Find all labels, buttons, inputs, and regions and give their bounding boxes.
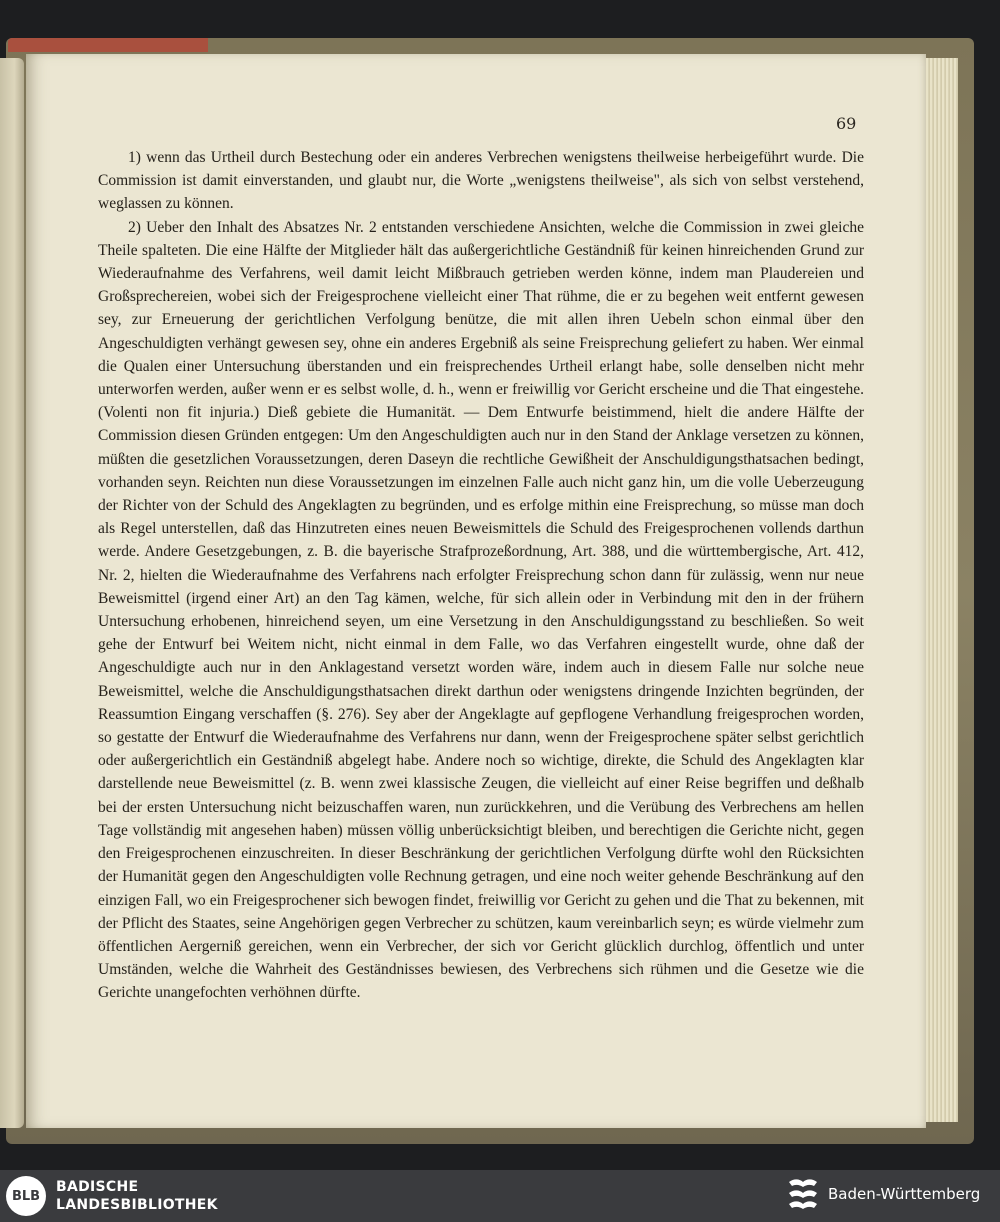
blb-name-line-2: LANDESBIBLIOTHEK [56,1197,218,1213]
paragraph-text: 1) wenn das Urtheil durch Bestechung oder ein anderes Verbrechen wenigstens theilweise herbeigeführt wurde. Die Commission ist damit einverstanden, und glaubt nur, die Worte „wenigstens theilweise", als sich von selbst verstehend, weglassen zu können. [98,149,864,213]
paragraph-2 [98,216,864,1005]
page-text [98,146,864,1005]
paragraph-text: 2) Ueber den Inhalt des Absatzes Nr. 2 entstanden verschiedene Ansichten, welche die Commission in zwei gleiche Theile spalteten. Die eine Hälfte der Mitglieder hält das außergerichtliche Geständniß für keinen hinreichenden Grund zur Wiederaufnahme des Verfahrens, weil damit leicht Mißbrauch getrieben werden könne, indem man Plaudereien und Großsprechereien, wobei sich der Freigesprochene vielleicht einer That rühme, die er zu begehen weit entfernt gewesen sey, zur Erneuerung der gerichtlichen Verfolgung benütze, die mit allen ihren Uebeln schon einmal über den Angeschuldigten verhängt gewesen sey, ohne ein anderes Ergebniß als seine Freisprechung geliefert zu haben. Wer einmal die Qualen einer Untersuchung überstanden und ein freisprechendes Urtheil erlangt habe, solle denselben nicht mehr unterworfen werden, außer wenn er es selbst wolle, d. h., wenn er freiwillig vor Gericht erscheine und die That eingestehe. (Volenti non fit injuria.) Dieß gebiete die Humanität. — Dem Entwurfe beistimmend, hielt die andere Hälfte der Commission diesen Gründen entgegen: Um den Angeschuldigten auch nur in den Stand der Anklage versetzen zu können, müßten die gesetzlichen Voraussetzungen, deren Daseyn die rechtliche Gewißheit der Anschuldigungsthatsachen bedingt, vorhanden seyn. Reichten nun diese Voraussetzungen im einzelnen Falle auch nicht ganz hin, um die volle Ueberzeugung der Richter von der Schuld des Angeklagten zu begründen, und es erfolge mithin eine Freisprechung, so müsse man doch als Regel unterstellen, daß das Hinzutreten eines neuen Beweismittels die Schuld des Freigesprochenen vollends darthun werde. Andere Gesetzgebungen, z. B. die bayerische Strafprozeßordnung, Art. 388, und die württembergische, Art. 412, Nr. 2, hielten die Wiederaufnahme des Verfahrens nach erfolgter Freisprechung schon dann für zulässig, wenn nur neue Beweismittel (irgend einer Art) an den Tag kämen, welche, für sich allein oder in Verbindung mit den in der frühern Untersuchung erhobenen, hinreichend seyen, um eine Versetzung in den Anschuldigungsstand zu beschließen. So weit gehe der Entwurf bei Weitem nicht, nicht einmal in dem Falle, wo das Verfahren eingestellt wurde, ohne daß der Angeschuldigte auch nur in den Anklagestand versetzt worden wäre, indem auch in diesem Falle nur solche neue Beweismittel, welche die Anschuldigungsthatsachen direkt darthun oder wenigstens dringende Inzichten begründen, der Reassumtion Eingang verschaffen (§. 276). Sey aber der Angeklagte auf gepflogene Verhandlung freigesprochen worden, so gestatte der Entwurf die Wiederaufnahme des Verfahrens nur dann, wenn der Freigesprochene später selbst gerichtlich oder außergerichtlich ein Geständniß abgelegt habe. Andere noch so wichtige, direkte, die Schuld des Angeklagten klar darstellende neue Beweismittel (z. B. wenn zwei klassische Zeugen, die vielleicht auf einer Reise begriffen und deßhalb bei der ersten Untersuchung nicht beizuschaffen waren, nun zurückkehren, und die Verübung des Verbrechens am hellen Tage vollständig mit angesehen haben) müssen völlig unberücksichtigt bleiben, und berechtigen die Gerichte nicht, gegen den Freigesprochenen einzuschreiten. In dieser Beschränkung der gerichtlichen Verfolgung dürfte wohl den Rücksichten der Humanität gegen den Angeschuldigten volle Rechnung getragen, und eine noch weiter gehende Beschränkung auf den einzigen Fall, wo ein Freigesprochener sich bewogen findet, freiwillig vor Gericht zu gehen und die That zu bekennen, mit der Pflicht des Staates, seine Angehörigen gegen Verbrecher zu schützen, kaum vereinbarlich seyn; es würde vielmehr zum öffentlichen Aergerniß gereichen, wenn ein Verbrecher, der sich vor Gericht glücklich durchlog, öffentlich und unter Umständen, welche die Wahrheit des Geständnisses bewiesen, des Verbrechens sich rühmen und die Gesetze wie die Gerichte unangefochten verhöhnen dürfte. [98,218,864,1002]
blb-logo-icon[interactable] [6,1176,46,1216]
blb-logo-text: BLB [11,1188,41,1204]
baden-wuerttemberg-lions-icon[interactable] [786,1176,820,1216]
cover-red-edge [8,38,208,52]
book-page [26,54,926,1128]
footer-bar [0,1170,1000,1222]
paragraph-1 [98,146,864,216]
blb-library-name[interactable] [56,1178,218,1214]
left-page-edge [0,58,24,1128]
page-number: 69 [836,114,857,133]
baden-wuerttemberg-label[interactable]: Baden-Württemberg [828,1185,981,1203]
blb-name-line-1: BADISCHE [56,1179,139,1195]
